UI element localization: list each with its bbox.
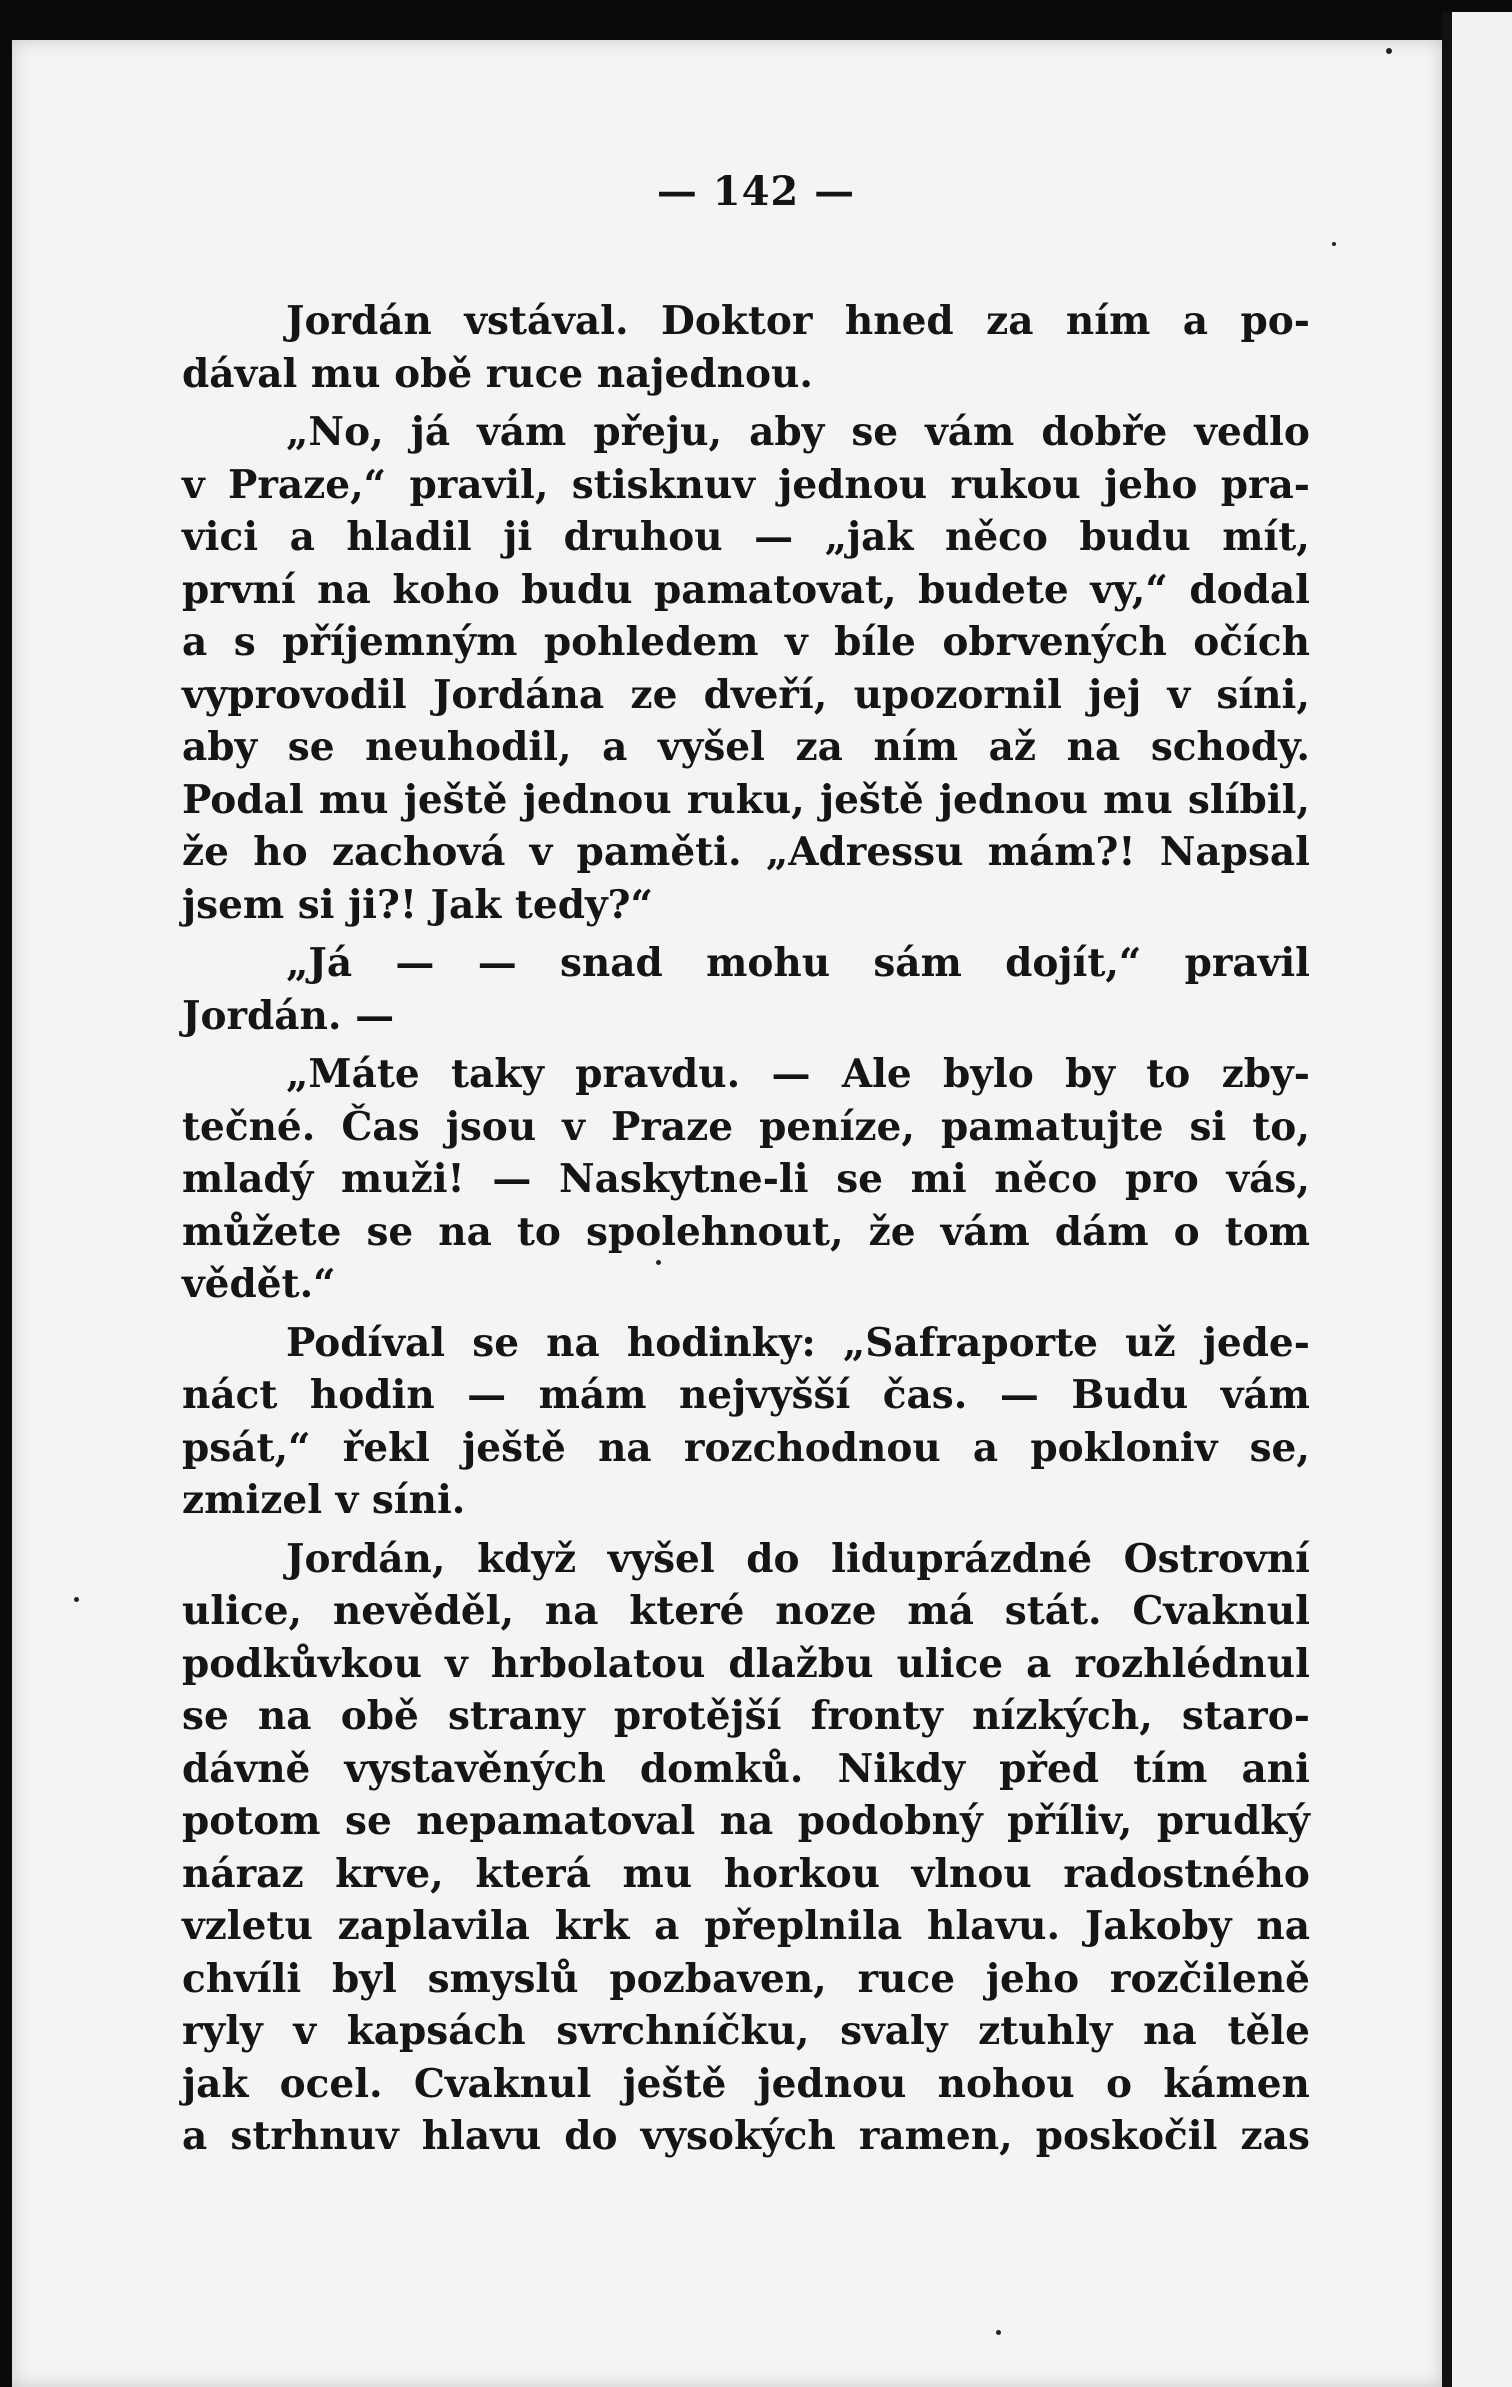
text-line: že ho zachová v paměti. „Adressu mám?! Napsal xyxy=(182,829,1310,875)
text-line: podkůvkou v hrbolatou dlažbu ulice a rozhlédnul xyxy=(182,1640,1310,1687)
text-line: tečné. Čas jsou v Praze peníze, pamatujte si to, xyxy=(182,1103,1310,1150)
text-line: vědět.“ xyxy=(182,1261,336,1307)
text-line: jak ocel. Cvaknul ještě jednou nohou o kámen xyxy=(182,2060,1310,2107)
text-line: Podal mu ještě jednou ruku, ještě jednou mu slíbil, xyxy=(182,776,1310,823)
text-line: mladý muži! — Naskytne-li se mi něco pro vás, xyxy=(182,1156,1310,1202)
page-gutter-shadow xyxy=(1442,12,1452,2387)
page-number: — 142 — xyxy=(656,168,856,215)
text-line: náct hodin — mám nejvyšší čas. — Budu vám xyxy=(182,1372,1310,1418)
text-line: můžete se na to spolehnout, že vám dám o tom xyxy=(182,1208,1310,1255)
text-line: ulice, nevěděl, na které noze má stát. Cvaknul xyxy=(182,1588,1310,1634)
text-line: „Já — — snad mohu sám dojít,“ pravil xyxy=(286,940,1310,986)
next-page-edge xyxy=(1452,12,1512,2387)
text-line: Jordán vstával. Doktor hned za ním a po- xyxy=(286,298,1310,344)
text-line: vyprovodil Jordána ze dveří, upozornil jej v síni, xyxy=(182,671,1310,718)
scan-speck xyxy=(74,1597,79,1602)
text-line: dával mu obě ruce najednou. xyxy=(182,350,813,397)
text-line: potom se nepamatoval na podobný příliv, prudký xyxy=(182,1798,1310,1844)
text-line: první na koho budu pamatovat, budete vy,“ dodal xyxy=(182,566,1310,613)
scan-speck xyxy=(1332,242,1336,246)
text-line: Podíval se na hodinky: „Safraporte už jede- xyxy=(286,1319,1310,1366)
text-line: Jordán. — xyxy=(182,992,395,1039)
text-line: ryly v kapsách svrchníčku, svaly ztuhly na těle xyxy=(182,2008,1310,2054)
text-line: a strhnuv hlavu do vysokých ramen, poskočil zas xyxy=(182,2113,1310,2159)
text-line: vzletu zaplavila krk a přeplnila hlavu. Jakoby na xyxy=(182,1903,1310,1949)
body-text xyxy=(182,295,1310,2163)
text-line: se na obě strany protější fronty nízkých, staro- xyxy=(182,1693,1310,1739)
scan-speck xyxy=(1386,48,1392,54)
text-line: náraz krve, která mu horkou vlnou radostného xyxy=(182,1850,1310,1897)
text-line: chvíli byl smyslů pozbaven, ruce jeho rozčileně xyxy=(182,1955,1310,2002)
text-line: dávně vystavěných domků. Nikdy před tím ani xyxy=(182,1745,1310,1792)
text-line: „Máte taky pravdu. — Ale bylo by to zby- xyxy=(286,1051,1310,1097)
text-line: a s příjemným pohledem v bíle obrvených očích xyxy=(182,619,1310,665)
text-line: „No, já vám přeju, aby se vám dobře vedlo xyxy=(286,409,1310,455)
scan-speck xyxy=(996,2330,1001,2335)
text-line: aby se neuhodil, a vyšel za ním až na schody. xyxy=(182,724,1310,770)
text-line: zmizel v síni. xyxy=(182,1477,466,1523)
text-line: v Praze,“ pravil, stisknuv jednou rukou jeho pra- xyxy=(182,461,1310,508)
text-line: Jordán, když vyšel do liduprázdné Ostrovní xyxy=(286,1535,1310,1582)
text-line: vici a hladil ji druhou — „jak něco budu mít, xyxy=(182,514,1310,560)
text-line: jsem si ji?! Jak tedy?“ xyxy=(182,881,653,928)
text-line: psát,“ řekl ještě na rozchodnou a pokloniv se, xyxy=(182,1424,1310,1471)
